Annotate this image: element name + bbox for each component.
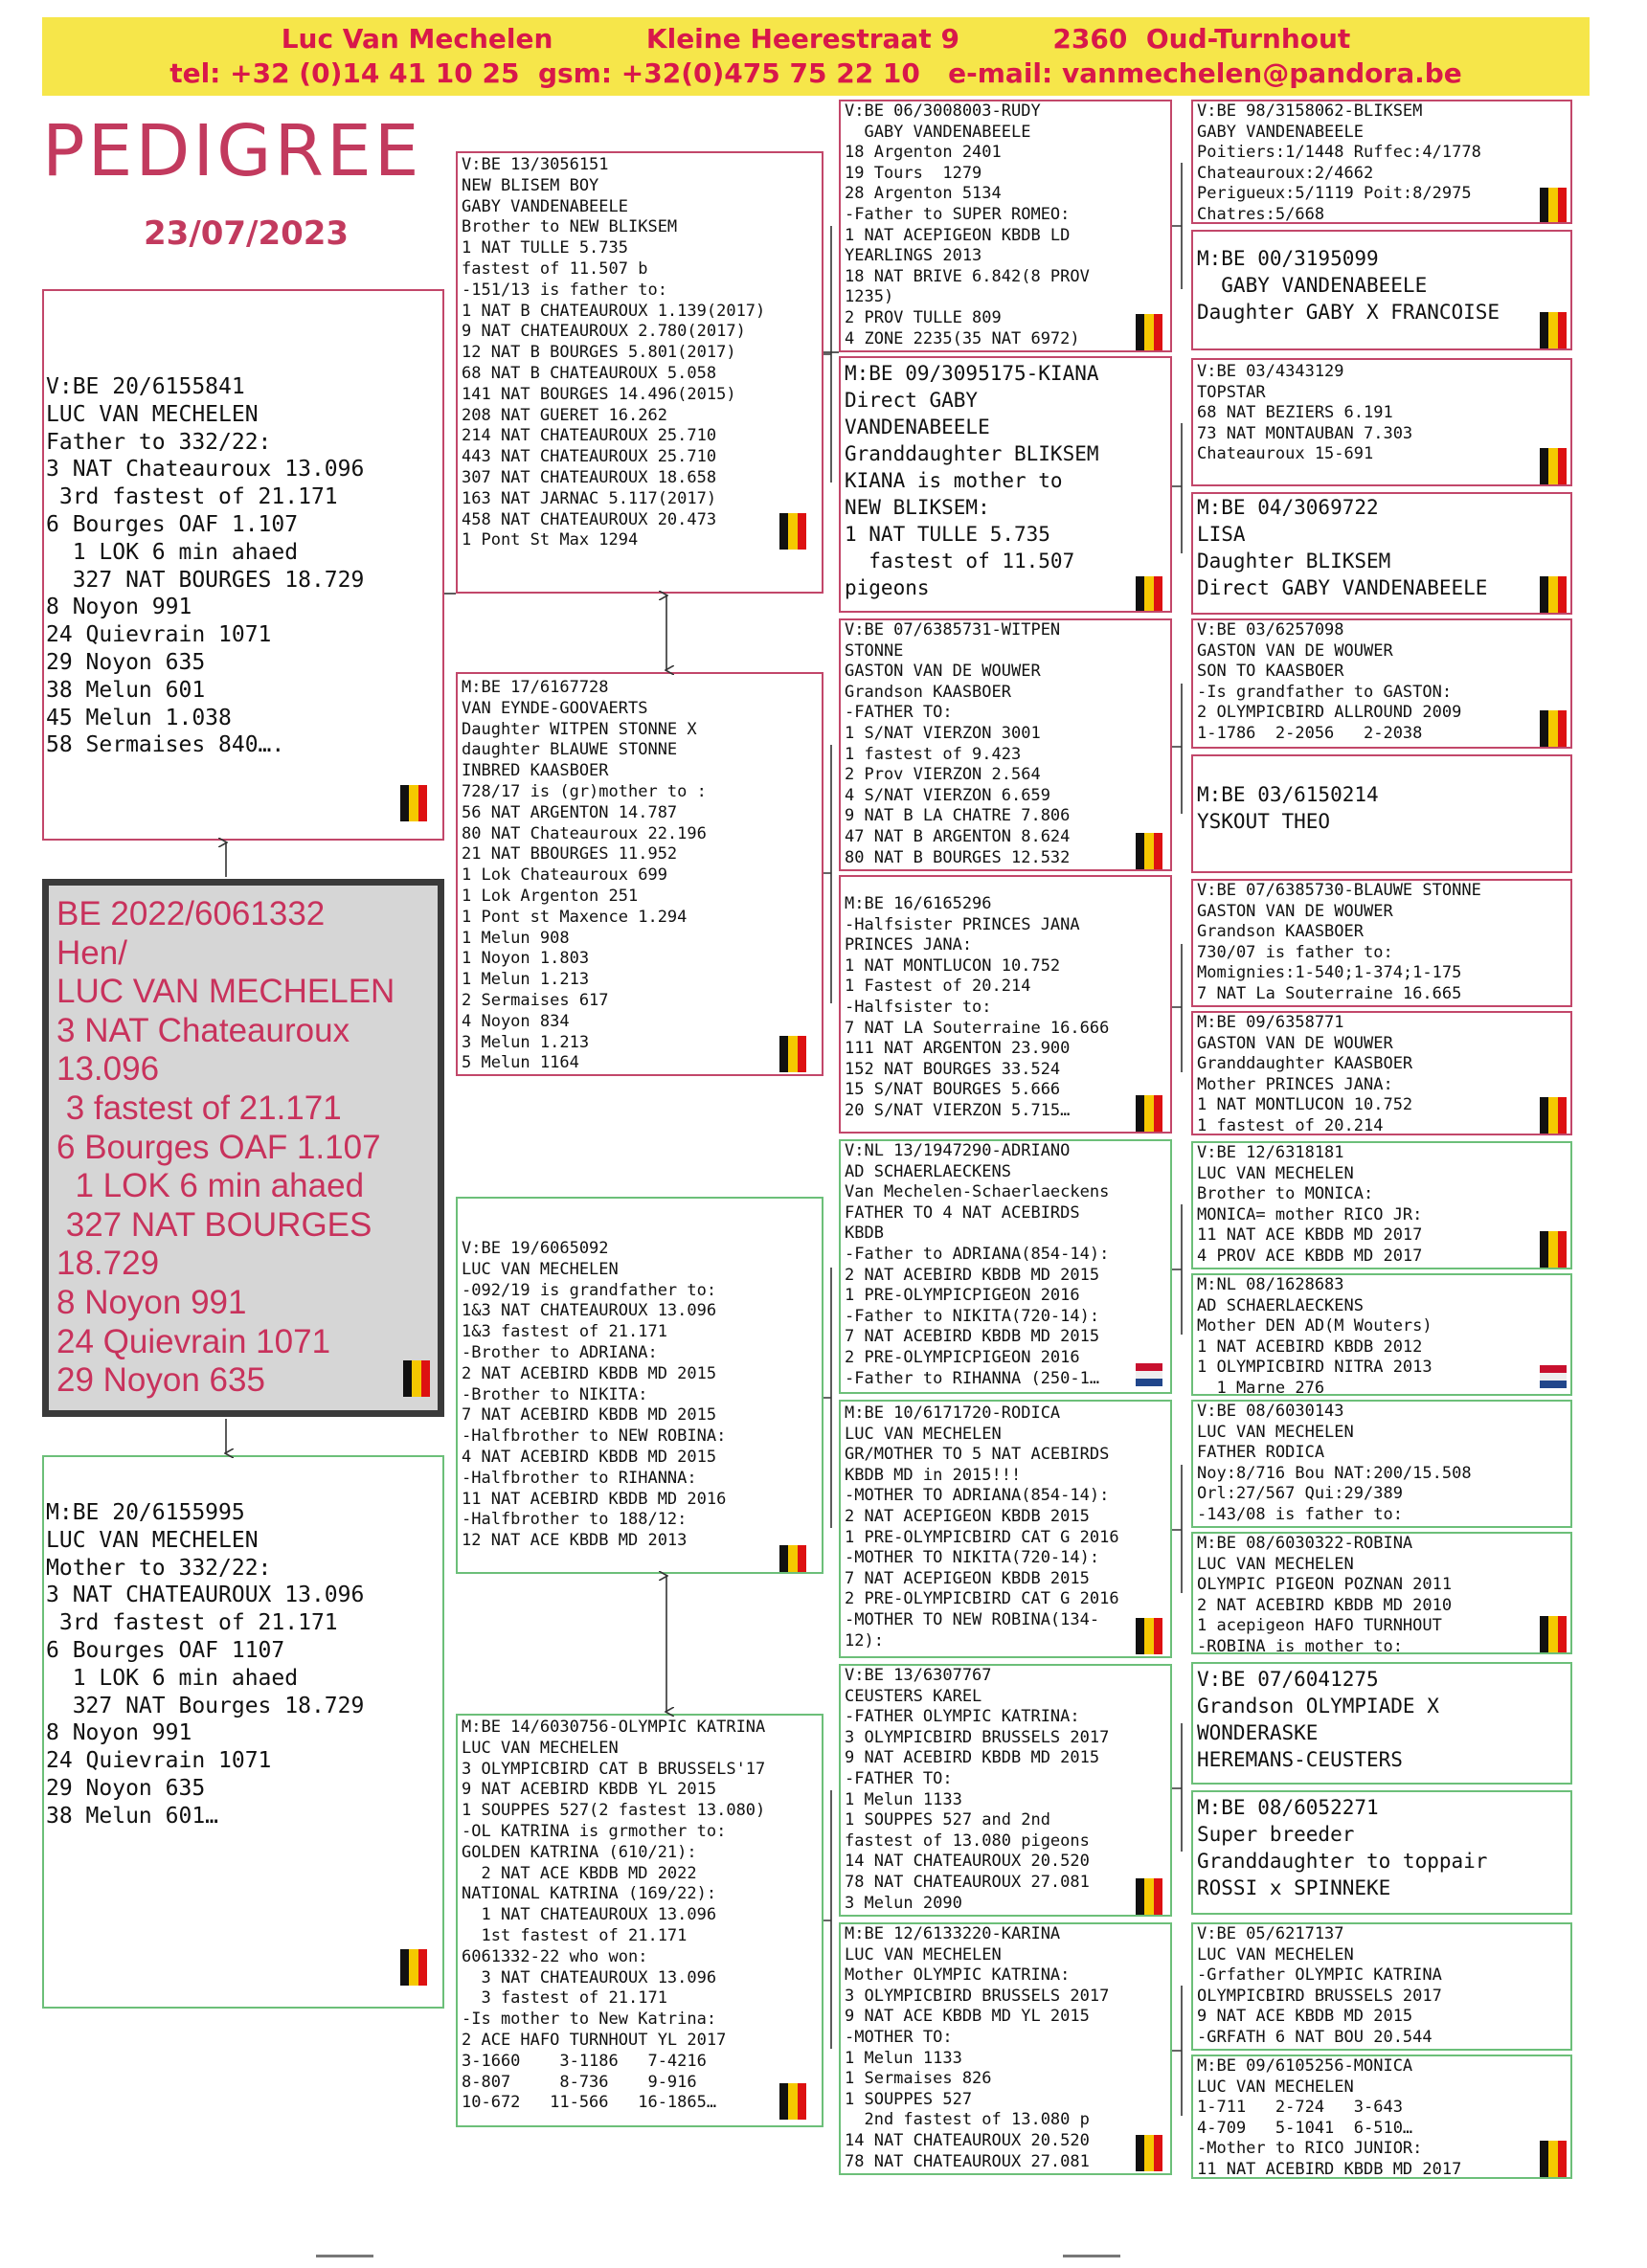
pedigree-line: FATHER TO 4 NAT ACEBIRDS [845,1202,1080,1223]
pedigree-line: 15 S/NAT BOURGES 5.666 [845,1080,1061,1100]
pedigree-line: 1 Melun 1.213 [462,970,590,990]
pedigree-line: 2 NAT ACEBIRD KBDB MD 2015 [462,1363,717,1383]
pedigree-line: 1 SOUPPES 527 [845,2089,973,2109]
pedigree-line: 78 NAT CHATEAUROUX 27.081 [845,2151,1090,2171]
pedigree-line: 1 Lok Chateauroux 699 [462,865,667,886]
pedigree-line: 58 Sermaises 840…. [46,732,285,758]
pedigree-line: 1 LOK 6 min ahaed [46,539,299,565]
pedigree-line: 141 NAT BOURGES 14.496(2015) [462,384,736,404]
pedigree-line: 3 NAT CHATEAUROUX 13.096 [46,1583,365,1608]
pedigree-line: CEUSTERS KAREL [845,1686,982,1706]
pedigree-line: 8 Noyon 991 [46,595,192,620]
pedigree-line: Mother PRINCES JANA: [1197,1074,1393,1094]
pedigree-line: 1 NAT ACEBIRD KBDB 2012 [1197,1336,1423,1357]
pedigree-line: daughter BLAUWE STONNE [462,740,678,760]
pedigree-line: 1-1786 2-2056 2-2038 [1197,723,1423,743]
pedigree-line: LUC VAN MECHELEN [1197,1422,1354,1442]
pedigree-line: 728/17 is (gr)mother to : [462,781,707,801]
pedigree-line: 68 NAT BEZIERS 6.191 [1197,403,1393,423]
pedigree-line: 8 Noyon 991 [56,1283,247,1321]
pedigree-line: 1 S/NAT VIERZON 3001 [845,723,1041,743]
pedigree-line: M:BE 08/6030322-ROBINA [1197,1534,1413,1553]
pedigree-line: M:BE 09/6358771 [1197,1013,1344,1032]
pedigree-line: 3 OLYMPICBIRD BRUSSELS 2017 [845,1727,1110,1747]
pedigree-line: 8-807 8-736 9-916 [462,2072,697,2092]
pedigree-line: pigeons [845,576,930,599]
pedigree-line: fastest of 13.080 pigeons [845,1830,1090,1851]
pedigree-line: 28 Argenton 5134 [845,184,1002,204]
pedigree-line: M:BE 09/6105256-MONICA [1197,2056,1413,2076]
pedigree-line: -Grfather OLYMPIC KATRINA [1197,1965,1442,1986]
pedigree-line: ROSSI x SPINNEKE [1197,1876,1391,1899]
pedigree-line: 3 OLYMPICBIRD CAT B BRUSSELS'17 [462,1759,766,1779]
pedigree-line: V:BE 07/6385731-WITPEN [845,620,1061,640]
pedigree-line: 73 NAT MONTAUBAN 7.303 [1197,423,1413,443]
pedigree-line: 1 NAT CHATEAUROUX 13.096 [462,1905,717,1925]
pedigree-line: 5 Melun 1164 [462,1053,579,1073]
pedigree-line: 7 NAT ACEPIGEON KBDB 2015 [845,1568,1090,1588]
pedigree-line: Super breeder [1197,1823,1355,1846]
pedigree-line: 1 Pont St Max 1294 [462,530,639,550]
pedigree-line: KIANA is mother to [845,469,1063,492]
pedigree-line: 1 PRE-OLYMPICBIRD CAT G 2016 [845,1527,1119,1547]
pedigree-line: LUC VAN MECHELEN [462,1259,619,1279]
pedigree-line: -Father to SUPER ROMEO: [845,204,1071,224]
pedigree-line: 1 fastest of 9.423 [845,744,1022,764]
pedigree-line: 2 OLYMPICBIRD ALLROUND 2009 [1197,703,1462,723]
pedigree-line: -OL KATRINA is grmother to: [462,1821,727,1841]
pedigree-line: V:BE 98/3158062-BLIKSEM [1197,101,1423,121]
pedigree-line: -Halfsister to: [845,997,992,1017]
pedigree-line: Daughter WITPEN STONNE X [462,719,697,739]
pedigree-line: 2 NAT ACEBIRD KBDB MD 2015 [845,1265,1100,1285]
pedigree-line: Grandson OLYMPIADE X [1197,1695,1439,1718]
pedigree-line: LISA [1197,523,1246,546]
pedigree-line: 1 NAT TULLE 5.735 [845,523,1050,546]
pedigree-line: 2 NAT ACEBIRD KBDB MD 2010 [1197,1595,1453,1615]
pedigree-line: 3-1660 3-1186 7-4216 [462,2051,707,2071]
pedigree-line: 80 NAT Chateauroux 22.196 [462,823,707,843]
pedigree-line: M:BE 00/3195099 [1197,247,1379,270]
pedigree-line: NEW BLIKSEM: [845,496,990,519]
pedigree-line: Poitiers:1/1448 Ruffec:4/1778 [1197,143,1481,163]
pedigree-line: INBRED KAASBOER [462,761,609,781]
pedigree-line: Hen/ [56,933,127,972]
pedigree-line: 2 NAT ACE KBDB MD 2022 [462,1863,697,1883]
pedigree-line: 11 NAT ACEBIRD KBDB MD 2016 [462,1489,727,1509]
pedigree-line: M:BE 20/6155995 [46,1500,245,1525]
pedigree-line: LUC VAN MECHELEN [845,1944,1002,1965]
pedigree-line: 1 Pont st Maxence 1.294 [462,907,688,927]
pedigree-line: 7 NAT ACEBIRD KBDB MD 2015 [845,1327,1100,1347]
pedigree-line: 11 NAT ACEBIRD KBDB MD 2017 [1197,2159,1462,2179]
pedigree-line: 12 NAT ACE KBDB MD 2013 [462,1531,688,1551]
pedigree-line: V:BE 08/6030143 [1197,1402,1344,1421]
pedigree-line: 327 NAT BOURGES 18.729 [46,567,365,593]
pedigree-line: 1 Melun 1133 [845,1789,962,1809]
pedigree-line: GASTON VAN DE WOUWER [1197,640,1393,661]
pedigree-line: 1 SOUPPES 527 and 2nd [845,1810,1050,1830]
pedigree-line: 1 LOK 6 min ahaed [46,1665,299,1691]
pedigree-line: FATHER RODICA [1197,1443,1325,1463]
pedigree-line: 1 NAT MONTLUCON 10.752 [1197,1095,1413,1115]
pedigree-line: NEW BLISEM BOY [462,175,599,195]
pedigree-line: YSKOUT THEO [1197,810,1331,833]
pedigree-line: Momignies:1-540;1-374;1-175 [1197,963,1462,983]
pedigree-line: 1 Sermaises 826 [845,2069,992,2089]
pedigree-line: -ROBINA is mother to: [1197,1636,1403,1654]
pedigree-line: LUC VAN MECHELEN [462,1738,619,1758]
pedigree-line: -092/19 is grandfather to: [462,1280,717,1300]
pedigree-line: SON TO KAASBOER [1197,662,1344,682]
pedigree-line: 38 Melun 601… [46,1803,219,1829]
pedigree-line: -FATHER TO: [845,1768,953,1788]
pedigree-line: AD SCHAERLAECKENS [845,1161,1011,1181]
pedigree-line: Grandson KAASBOER [1197,922,1364,942]
pedigree-line: BE 2022/6061332 [56,895,326,932]
pedigree-line: 1 Marne 276 [1197,1378,1325,1396]
pedigree-line: 1 LOK 6 min ahaed [56,1167,365,1205]
pedigree-line: V:NL 13/1947290-ADRIANO [845,1141,1071,1160]
pedigree-line: 21 NAT BBOURGES 11.952 [462,844,678,865]
pedigree-line: LUC VAN MECHELEN [46,1527,259,1553]
pedigree-line: -Halfbrother to NEW ROBINA: [462,1426,727,1447]
pedigree-line: 2 Prov VIERZON 2.564 [845,765,1041,785]
pedigree-line: Chateauroux 15-691 [1197,444,1374,464]
pedigree-line: 1 OLYMPICBIRD NITRA 2013 [1197,1358,1433,1378]
pedigree-line: -Father to RIHANNA (250-1… [845,1368,1100,1388]
pedigree-line: V:BE 12/6318181 [1197,1143,1344,1162]
pedigree-line: -Halfsister PRINCES JANA [845,914,1080,934]
pedigree-line: Mother to 332/22: [46,1555,272,1581]
pedigree-line: -Brother to ADRIANA: [462,1342,658,1362]
pedigree-line: V:BE 03/6257098 [1197,620,1344,640]
pedigree-line: 3rd fastest of 21.171 [46,484,338,510]
pedigree-line: 1 fastest of 20.214 [1197,1115,1384,1135]
pedigree-line: 4-709 5-1041 6-510… [1197,2118,1413,2138]
pedigree-line: 78 NAT CHATEAUROUX 27.081 [845,1872,1090,1892]
pedigree-line: fastest of 11.507 b [462,258,648,279]
pedigree-line: 9 NAT B LA CHATRE 7.806 [845,806,1071,826]
pedigree-line: 1 Fastest of 20.214 [845,977,1031,997]
pedigree-line: 327 NAT BOURGES [56,1205,372,1244]
pedigree-line: -151/13 is father to: [462,280,667,300]
pedigree-line: 4 S/NAT VIERZON 6.659 [845,785,1050,805]
pedigree-line: -143/08 is father to: [1197,1504,1403,1524]
pedigree-line: 2 Sermaises 617 [462,990,609,1010]
pedigree-line: 8 Noyon 991 [46,1720,192,1746]
pedigree-line: LUC VAN MECHELEN [1197,1163,1354,1183]
pedigree-line: 1&3 NAT CHATEAUROUX 13.096 [462,1301,717,1321]
pedigree-line: MONICA= mother RICO JR: [1197,1204,1423,1224]
pedigree-line: 18.729 [56,1245,160,1283]
pedigree-line: M:BE 08/6052271 [1197,1796,1379,1819]
pedigree-line: 2nd fastest of 13.080 p [845,2110,1090,2130]
pedigree-line: Direct GABY [845,389,979,412]
pedigree-line: GABY VANDENABEELE [1197,274,1428,297]
pedigree-line: -MOTHER TO: [845,2027,953,2047]
pedigree-line: 6 Bourges OAF 1107 [46,1637,285,1663]
pedigree-line: 1st fastest of 21.171 [462,1925,688,1945]
pedigree-line: M:BE 17/6167728 [462,678,609,697]
pedigree-line: 443 NAT CHATEAUROUX 25.710 [462,447,717,467]
pedigree-line: 13.096 [56,1050,160,1089]
pedigree-line: 1 Melun 1133 [845,2048,962,2068]
pedigree-line: 29 Noyon 635 [56,1361,265,1400]
pedigree-line: NATIONAL KATRINA (169/22): [462,1884,717,1904]
pedigree-line: AD SCHAERLAECKENS [1197,1295,1364,1315]
pedigree-line: Granddaughter to toppair [1197,1850,1488,1873]
pedigree-line: 163 NAT JARNAC 5.117(2017) [462,488,717,508]
pedigree-line: STONNE [845,640,904,661]
pedigree-line: 9 NAT ACEBIRD KBDB YL 2015 [462,1780,717,1800]
pedigree-line: 9 NAT ACEBIRD KBDB MD 2015 [845,1748,1100,1768]
pedigree-line: 9 NAT ACE KBDB MD 2015 [1197,2007,1413,2027]
pedigree-line: Van Mechelen-Schaerlaeckens [845,1182,1110,1202]
pedigree-line: VANDENABEELE [845,415,990,438]
pedigree-line: 152 NAT BOURGES 33.524 [845,1059,1061,1079]
pedigree-line: Chatres:5/668 [1197,204,1325,224]
pedigree-line: 2 PRE-OLYMPICPIGEON 2016 [845,1347,1080,1367]
pedigree-line: 3 OLYMPICBIRD BRUSSELS 2017 [845,1986,1110,2006]
pedigree-line: -Is mother to New Katrina: [462,2010,717,2030]
pedigree-line: M:BE 03/6150214 [1197,783,1379,806]
pedigree-line: VAN EYNDE-GOOVAERTS [462,698,648,718]
pedigree-line: 3 fastest of 21.171 [56,1089,342,1127]
pedigree-line: 24 Quievrain 1071 [46,1748,272,1774]
pedigree-line: 1235) [845,287,894,307]
pedigree-line: 6 Bourges OAF 1.107 [46,511,299,537]
pedigree-line: M:BE 12/6133220-KARINA [845,1924,1061,1943]
pedigree-line: 68 NAT B CHATEAUROUX 5.058 [462,363,717,383]
pedigree-line: Daughter BLIKSEM [1197,550,1391,573]
pedigree-line: 1 Noyon 1.803 [462,949,590,969]
header-contact: tel: +32 (0)14 41 10 25 gsm: +32(0)475 75 22 10 e-mail: vanmechelen@pandora.be [169,57,1462,89]
pedigree-line: LUC VAN MECHELEN [1197,2077,1354,2097]
pedigree-line: -GRFATH 6 NAT BOU 20.544 [1197,2027,1433,2047]
pedigree-line: Brother to MONICA: [1197,1184,1374,1204]
pedigree-line: 1 NAT TULLE 5.735 [462,238,628,258]
pedigree-line: 4 ZONE 2235(35 NAT 6972) [845,328,1080,348]
pedigree-line: KBDB [845,1224,884,1244]
pedigree-line: 2 NAT ACEPIGEON KBDB 2015 [845,1506,1090,1526]
pedigree-line: M:NL 08/1628683 [1197,1275,1344,1294]
pedigree-line: Orl:27/567 Qui:29/389 [1197,1484,1403,1504]
pedigree-line: -MOTHER TO NEW ROBINA(134- [845,1609,1100,1629]
pedigree-line: 2 PROV TULLE 809 [845,307,1002,327]
pedigree-line: GABY VANDENABEELE [462,196,628,216]
pedigree-line: 6061332-22 who won: [462,1946,648,1966]
pedigree-line: 1 acepigeon HAFO TURNHOUT [1197,1616,1442,1636]
pedigree-line: 7 NAT ACEBIRD KBDB MD 2015 [462,1405,717,1426]
pedigree-line: 3 Melun 2090 [845,1893,962,1913]
pedigree-line: 1-711 2-724 3-643 [1197,2098,1403,2118]
pedigree-line: GASTON VAN DE WOUWER [1197,901,1393,921]
pedigree-line: M:BE 04/3069722 [1197,496,1379,519]
pedigree-line: V:BE 05/6217137 [1197,1924,1344,1943]
pedigree-line: V:BE 07/6041275 [1197,1668,1379,1691]
pedigree-line: 208 NAT GUERET 16.262 [462,405,667,425]
header-address: Luc Van Mechelen Kleine Heerestraat 9 2360 Oud-Turnhout [281,23,1351,55]
pedigree-line: OLYMPIC PIGEON POZNAN 2011 [1197,1575,1453,1595]
pedigree-line: V:BE 13/3056151 [462,155,609,174]
pedigree-line: OLYMPICBIRD BRUSSELS 2017 [1197,1986,1442,2006]
pedigree-line: PRINCES JANA: [845,935,973,955]
pedigree-line: Noy:8/716 Bou NAT:200/15.508 [1197,1463,1472,1483]
pedigree-line: -MOTHER TO ADRIANA(854-14): [845,1486,1110,1506]
pedigree-line: Granddaughter BLIKSEM [845,442,1099,465]
pedigree-line: Daughter GABY X FRANCOISE [1197,301,1500,324]
pedigree-line: 18 NAT BRIVE 6.842(8 PROV [845,266,1090,286]
pedigree-line: 2 ACE HAFO TURNHOUT YL 2017 [462,2030,727,2050]
pedigree-line: -Brother to NIKITA: [462,1384,648,1404]
pedigree-line: -FATHER OLYMPIC KATRINA: [845,1707,1080,1727]
pedigree-line: -FATHER TO: [845,703,953,723]
pedigree-line: 29 Noyon 635 [46,649,206,675]
pedigree-line: 14 NAT CHATEAUROUX 20.520 [845,1852,1090,1872]
pedigree-line: GASTON VAN DE WOUWER [845,662,1041,682]
pedigree-line: 9 NAT ACE KBDB MD YL 2015 [845,2007,1090,2027]
pedigree-line: 307 NAT CHATEAUROUX 18.658 [462,467,717,487]
pedigree-line: GR/MOTHER TO 5 NAT ACEBIRDS [845,1445,1110,1465]
pedigree-line: 730/07 is father to: [1197,942,1393,962]
pedigree-line: 1 NAT MONTLUCON 10.752 [845,955,1061,976]
pedigree-line: V:BE 06/3008003-RUDY [845,101,1041,121]
pedigree-line: LUC VAN MECHELEN [1197,1944,1354,1965]
pedigree-line: M:BE 09/3095175-KIANA [845,362,1099,385]
pedigree-line: LUC VAN MECHELEN [845,1424,1002,1444]
pedigree-line: Father to 332/22: [46,429,272,455]
pedigree-line: 1 Melun 908 [462,928,570,948]
pedigree-line: YEARLINGS 2013 [845,246,982,266]
pedigree-line: -Halfbrother to 188/12: [462,1510,688,1530]
pedigree-line: 11 NAT ACE KBDB MD 2017 [1197,1225,1423,1246]
pedigree-line: V:BE 03/4343129 [1197,362,1344,381]
pedigree-line: TOPSTAR [1197,382,1266,402]
pedigree-line: 19 Tours 1279 [845,163,982,183]
pedigree-line: M:BE 10/6171720-RODICA [845,1403,1061,1423]
pedigree-line: Mother OLYMPIC KATRINA: [845,1965,1071,1986]
pedigree-line: 80 NAT B BOURGES 12.532 [845,847,1071,867]
pedigree-line: 7 NAT La Souterraine 16.665 [1197,983,1462,1003]
pedigree-line: -Father to ADRIANA(854-14): [845,1244,1110,1264]
pedigree-line: GOLDEN KATRINA (610/21): [462,1842,697,1862]
pedigree-date: 23/07/2023 [144,214,350,253]
pedigree-line: Granddaughter KAASBOER [1197,1054,1413,1074]
pedigree-line: 4 Noyon 834 [462,1011,570,1031]
pedigree-line: 47 NAT B ARGENTON 8.624 [845,826,1071,846]
pedigree-line: 2 PRE-OLYMPICBIRD CAT G 2016 [845,1589,1119,1609]
pedigree-line: 4 NAT ACEBIRD KBDB MD 2015 [462,1447,717,1467]
pedigree-line: V:BE 07/6385730-BLAUWE STONNE [1197,881,1481,900]
pedigree-line: V:BE 19/6065092 [462,1239,609,1258]
pedigree-line: 3 Melun 1.213 [462,1032,590,1052]
pedigree-line: KBDB MD in 2015!!! [845,1465,1022,1485]
pedigree-line: Grandson KAASBOER [845,682,1011,702]
pedigree-line: 3 NAT CHATEAUROUX 13.096 [462,1967,717,1987]
pedigree-line: GABY VANDENABEELE [845,122,1031,142]
pedigree-line: 14 NAT CHATEAUROUX 20.520 [845,2130,1090,2150]
pedigree-line: LUC VAN MECHELEN [46,401,259,427]
pedigree-line: 1 PRE-OLYMPICPIGEON 2016 [845,1286,1080,1306]
pedigree-line: 24 Quievrain 1071 [46,622,272,648]
pedigree-line: 458 NAT CHATEAUROUX 20.473 [462,509,717,529]
pedigree-line: fastest of 11.507 [845,550,1075,573]
pedigree-line: 9 NAT CHATEAUROUX 2.780(2017) [462,322,746,342]
pedigree-line: -MOTHER TO NIKITA(720-14): [845,1548,1100,1568]
pedigree-line: Brother to NEW BLIKSEM [462,217,678,237]
pedigree-line: -Halfbrother to RIHANNA: [462,1468,697,1488]
pedigree-line: GABY VANDENABEELE [1197,122,1364,142]
pedigree-line: 111 NAT ARGENTON 23.900 [845,1039,1071,1059]
pedigree-line: 24 Quievrain 1071 [56,1322,331,1360]
pedigree-line: 29 Noyon 635 [46,1775,206,1801]
pedigree-line: 7 NAT LA Souterraine 16.666 [845,1018,1110,1038]
pedigree-line: LUC VAN MECHELEN [56,973,395,1011]
pedigree-line: 3rd fastest of 21.171 [46,1610,338,1636]
pedigree-line: GASTON VAN DE WOUWER [1197,1033,1393,1053]
pedigree-line: 1&3 fastest of 21.171 [462,1322,667,1342]
pedigree-line: 3 NAT Chateauroux [56,1011,350,1049]
pedigree-line: HEREMANS-CEUSTERS [1197,1748,1403,1771]
footer-mark [316,2255,373,2257]
pedigree-line: 20 S/NAT VIERZON 5.715… [845,1100,1071,1120]
pedigree-line: 12 NAT B BOURGES 5.801(2017) [462,343,736,363]
pedigree-line: 6 Bourges OAF 1.107 [56,1128,381,1166]
pedigree-line: 38 Melun 601 [46,677,206,703]
pedigree-line: 10-672 11-566 16-1865… [462,2093,717,2113]
pedigree-line: 327 NAT Bourges 18.729 [46,1693,365,1718]
pedigree-line: 214 NAT CHATEAUROUX 25.710 [462,426,717,446]
pedigree-line: Mother DEN AD(M Wouters) [1197,1316,1433,1336]
pedigree-line: 3 NAT Chateauroux 13.096 [46,457,365,483]
pedigree-line: 12): [845,1630,884,1650]
pedigree-line: 18 Argenton 2401 [845,143,1002,163]
pedigree-line: Direct GABY VANDENABEELE [1197,576,1488,599]
footer-mark [1063,2255,1120,2257]
pedigree-line: 1 NAT ACEPIGEON KBDB LD [845,225,1071,245]
pedigree-line: WONDERASKE [1197,1721,1319,1744]
page-title: PEDIGREE [42,110,422,192]
pedigree-line: V:BE 13/6307767 [845,1666,992,1685]
pedigree-line: Chateauroux:2/4662 [1197,163,1374,183]
pedigree-line: -Is grandfather to GASTON: [1197,682,1453,702]
pedigree-line: -Mother to RICO JUNIOR: [1197,2139,1423,2159]
pedigree-line: 1 Lok Argenton 251 [462,886,639,906]
pedigree-line: LUC VAN MECHELEN [1197,1554,1354,1574]
pedigree-line: M:BE 16/6165296 [845,894,992,913]
pedigree-line: 56 NAT ARGENTON 14.787 [462,802,678,822]
pedigree-line: -Father to NIKITA(720-14): [845,1306,1100,1326]
pedigree-line: Perigueux:5/1119 Poit:8/2975 [1197,184,1472,204]
pedigree-line: 4 PROV ACE KBDB MD 2017 [1197,1246,1423,1266]
pedigree-line: 1 NAT B CHATEAUROUX 1.139(2017) [462,301,766,321]
pedigree-line: 1 SOUPPES 527(2 fastest 13.080) [462,1801,766,1821]
pedigree-line: 3 fastest of 21.171 [462,1988,667,2009]
pedigree-line: 45 Melun 1.038 [46,705,232,730]
pedigree-line: M:BE 14/6030756-OLYMPIC KATRINA [462,1718,766,1737]
pedigree-line: V:BE 20/6155841 [46,374,245,399]
